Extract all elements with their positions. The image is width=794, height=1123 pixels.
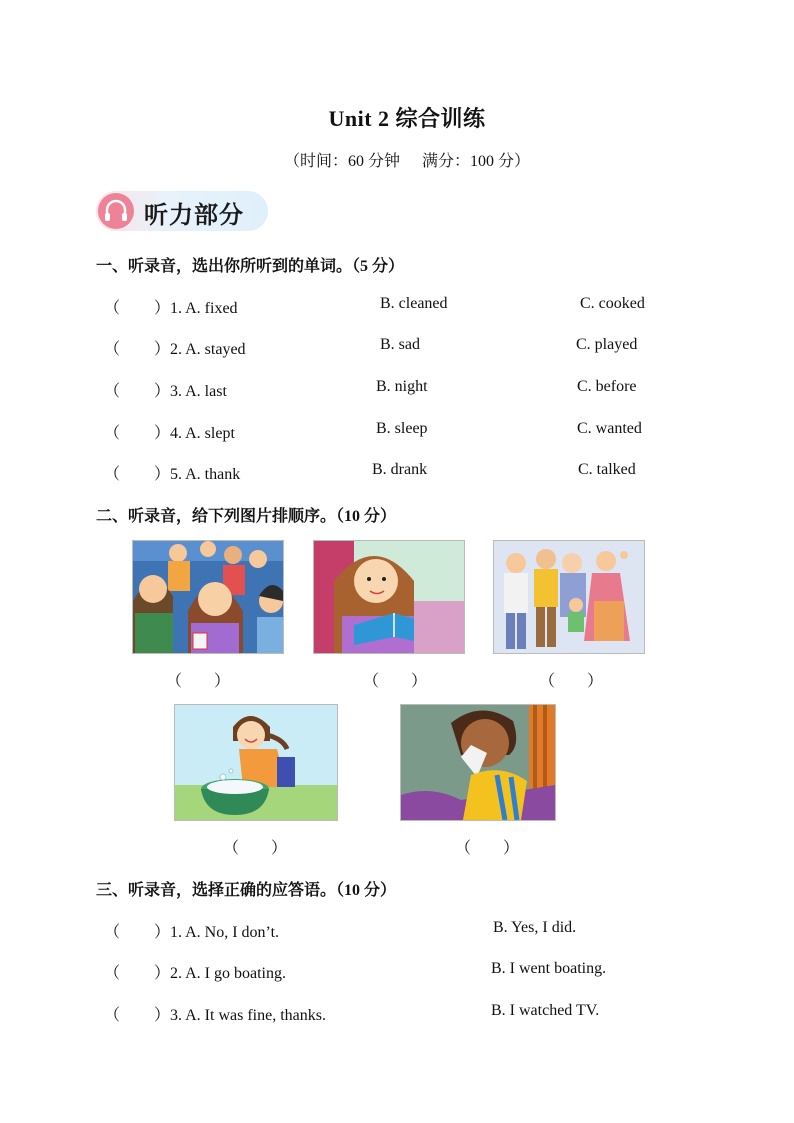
option-b: B. sleep <box>376 420 428 437</box>
option-a: ）2. A. stayed <box>154 341 246 358</box>
answer-blank[interactable]: （ ） <box>166 673 231 690</box>
page-title: Unit 2 综合训练 <box>328 106 486 131</box>
question-row <box>104 960 724 982</box>
option-c: C. wanted <box>577 420 642 437</box>
listening-banner <box>96 191 268 231</box>
banner-label: 听力部分 <box>144 201 244 229</box>
time-limit: （时间：60 分钟 <box>283 153 400 170</box>
section3-heading: 三、听录音，选择正确的应答语。（10 分） <box>96 882 397 899</box>
family-picture <box>493 540 645 654</box>
answer-blank[interactable]: （ ） <box>455 840 520 857</box>
option-a: ）2. A. I go boating. <box>154 965 286 982</box>
option-a: ）5. A. thank <box>154 466 241 483</box>
option-c: C. played <box>576 336 638 353</box>
headphones-icon <box>98 193 134 229</box>
answer-paren[interactable]: （ <box>104 383 121 400</box>
option-a: ）3. A. It was fine, thanks. <box>154 1007 326 1024</box>
washing-clothes-picture <box>174 704 338 821</box>
answer-paren[interactable]: （ <box>104 300 121 317</box>
question-row <box>104 461 724 483</box>
answer-blank[interactable]: （ ） <box>363 673 428 690</box>
option-a: ）1. A. No, I don’t. <box>154 924 280 941</box>
option-b: B. drank <box>372 461 428 478</box>
option-b: B. night <box>376 378 428 395</box>
watching-movie-picture <box>132 540 284 654</box>
question-row <box>104 378 724 400</box>
option-a: ）4. A. slept <box>154 425 235 442</box>
section1-heading: 一、听录音，选出你所听到的单词。（5 分） <box>96 258 405 275</box>
option-c: C. talked <box>578 461 636 478</box>
answer-blank[interactable]: （ ） <box>223 840 288 857</box>
time-score-info <box>0 148 794 171</box>
option-c: C. before <box>577 378 637 395</box>
question-row <box>104 1002 724 1024</box>
full-score: 满分：100 分） <box>422 153 531 170</box>
answer-paren[interactable]: （ <box>104 1007 121 1024</box>
option-b: B. sad <box>380 336 420 353</box>
option-a: ）1. A. fixed <box>154 300 238 317</box>
option-b: B. Yes, I did. <box>493 919 577 936</box>
section2-heading: 二、听录音，给下列图片排顺序。（10 分） <box>96 508 397 525</box>
option-b: B. I watched TV. <box>491 1002 600 1019</box>
option-b: B. I went boating. <box>491 960 607 977</box>
answer-paren[interactable]: （ <box>104 924 121 941</box>
question-row <box>104 336 724 358</box>
question-row <box>104 420 724 442</box>
question-row <box>104 295 724 317</box>
answer-paren[interactable]: （ <box>104 425 121 442</box>
answer-paren[interactable]: （ <box>104 965 121 982</box>
reading-book-picture <box>313 540 465 654</box>
answer-paren[interactable]: （ <box>104 466 121 483</box>
option-a: ）3. A. last <box>154 383 227 400</box>
answer-paren[interactable]: （ <box>104 341 121 358</box>
option-b: B. cleaned <box>380 295 448 312</box>
option-c: C. cooked <box>580 295 645 312</box>
question-row <box>104 919 724 941</box>
crying-boy-picture <box>400 704 556 821</box>
answer-blank[interactable]: （ ） <box>539 673 604 690</box>
